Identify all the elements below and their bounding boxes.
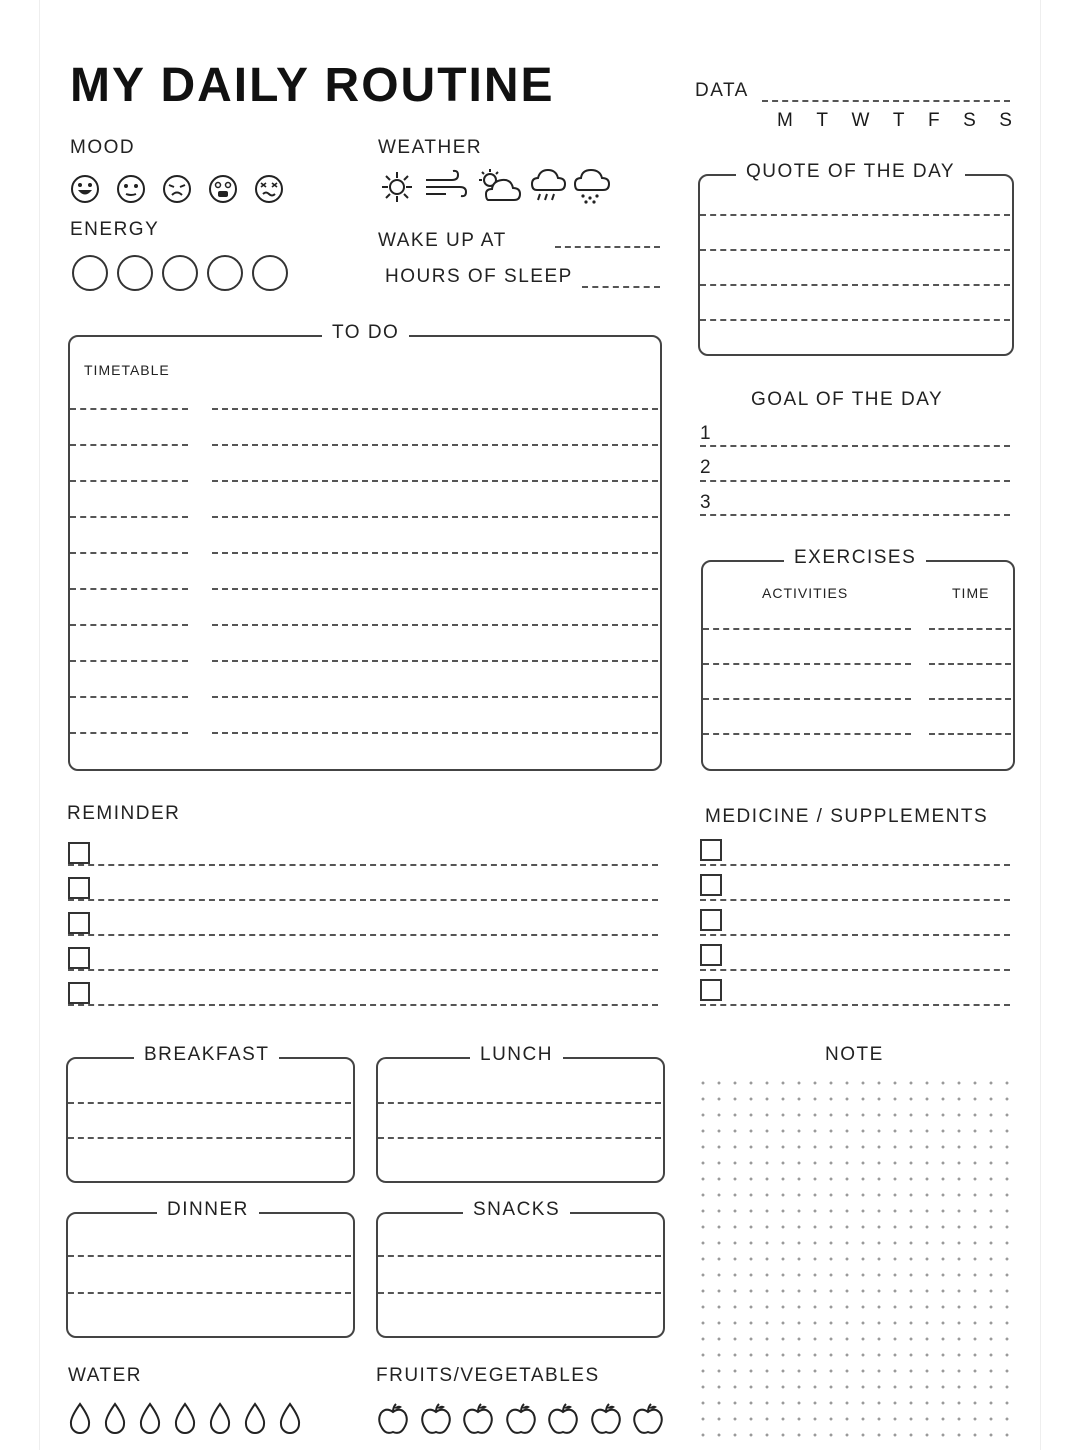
apple-icon[interactable] <box>419 1402 453 1436</box>
todo-task-field[interactable] <box>212 408 658 410</box>
day-thursday[interactable]: T <box>892 110 906 131</box>
weather-label: WEATHER <box>378 137 483 158</box>
dinner-line-2[interactable] <box>68 1292 351 1294</box>
goal-label: GOAL OF THE DAY <box>751 389 944 410</box>
partly-cloudy-icon[interactable] <box>476 168 522 204</box>
todo-task-field[interactable] <box>212 660 658 662</box>
water-drop-icon[interactable] <box>208 1402 232 1434</box>
reminder-checkbox[interactable] <box>68 842 90 864</box>
water-drop-icon[interactable] <box>68 1402 92 1434</box>
energy-level-2[interactable] <box>117 255 153 291</box>
exercise-time-field[interactable] <box>929 663 1011 665</box>
todo-task-field[interactable] <box>212 624 658 626</box>
lunch-label: LUNCH <box>470 1044 563 1066</box>
reminder-label: REMINDER <box>67 803 181 824</box>
snacks-line-2[interactable] <box>378 1292 661 1294</box>
exercise-activity-field[interactable] <box>703 663 911 665</box>
exercise-activity-field[interactable] <box>703 628 911 630</box>
reminder-line[interactable] <box>68 969 658 971</box>
medicine-label: MEDICINE / SUPPLEMENTS <box>705 806 989 827</box>
water-drop-icon[interactable] <box>138 1402 162 1434</box>
energy-label: ENERGY <box>70 219 160 240</box>
sick-face-icon[interactable] <box>254 174 284 204</box>
day-friday[interactable]: F <box>927 110 941 131</box>
exercise-activity-field[interactable] <box>703 698 911 700</box>
reminder-line[interactable] <box>68 1004 658 1006</box>
apple-icon[interactable] <box>631 1402 665 1436</box>
apple-icon[interactable] <box>546 1402 580 1436</box>
medicine-line[interactable] <box>700 934 1010 936</box>
todo-time-field[interactable] <box>70 624 188 626</box>
timetable-label: TIMETABLE <box>84 362 170 378</box>
note-dot-grid[interactable] <box>695 1075 1015 1445</box>
medicine-line[interactable] <box>700 969 1010 971</box>
exercise-time-field[interactable] <box>929 733 1011 735</box>
quote-line-3[interactable] <box>700 284 1010 286</box>
todo-time-field[interactable] <box>70 732 188 734</box>
exercise-time-field[interactable] <box>929 698 1011 700</box>
todo-task-field[interactable] <box>212 588 658 590</box>
todo-time-field[interactable] <box>70 588 188 590</box>
goal-line-1[interactable] <box>700 445 1010 447</box>
reminder-line[interactable] <box>68 934 658 936</box>
reminder-line[interactable] <box>68 899 658 901</box>
water-drop-icon[interactable] <box>278 1402 302 1434</box>
quote-line-2[interactable] <box>700 249 1010 251</box>
water-label: WATER <box>68 1365 142 1386</box>
apple-icon[interactable] <box>504 1402 538 1436</box>
weekday-selector <box>777 110 1013 132</box>
todo-task-field[interactable] <box>212 552 658 554</box>
goal-number-2: 2 <box>700 457 713 478</box>
exercise-time-field[interactable] <box>929 628 1011 630</box>
day-monday[interactable]: M <box>777 110 794 131</box>
fruits-vegetables-label: FRUITS/VEGETABLES <box>376 1365 600 1386</box>
exercises-label: EXERCISES <box>784 547 926 569</box>
page-title: MY DAILY ROUTINE <box>70 59 555 112</box>
snacks-box <box>376 1212 665 1338</box>
date-field[interactable] <box>762 100 1010 102</box>
lunch-box <box>376 1057 665 1183</box>
energy-level-3[interactable] <box>162 255 198 291</box>
note-label: NOTE <box>825 1044 884 1065</box>
breakfast-line-1[interactable] <box>68 1102 351 1104</box>
todo-time-field[interactable] <box>70 696 188 698</box>
medicine-line[interactable] <box>700 1004 1010 1006</box>
todo-time-field[interactable] <box>70 408 188 410</box>
reminder-checkbox[interactable] <box>68 912 90 934</box>
wake-up-field[interactable] <box>555 246 660 248</box>
medicine-line[interactable] <box>700 899 1010 901</box>
mood-label: MOOD <box>70 137 136 158</box>
reminder-checkbox[interactable] <box>68 947 90 969</box>
exercise-activity-field[interactable] <box>703 733 911 735</box>
todo-time-field[interactable] <box>70 660 188 662</box>
snacks-label: SNACKS <box>463 1199 570 1221</box>
lunch-line-2[interactable] <box>378 1137 661 1139</box>
medicine-checkbox[interactable] <box>700 979 722 1001</box>
hours-of-sleep-field[interactable] <box>582 286 660 288</box>
sad-face-icon[interactable] <box>162 174 192 204</box>
reminder-checkbox[interactable] <box>68 877 90 899</box>
snacks-line-1[interactable] <box>378 1255 661 1257</box>
todo-task-field[interactable] <box>212 444 658 446</box>
breakfast-box <box>66 1057 355 1183</box>
quote-line-1[interactable] <box>700 214 1010 216</box>
todo-task-field[interactable] <box>212 516 658 518</box>
todo-time-field[interactable] <box>70 480 188 482</box>
medicine-checkbox[interactable] <box>700 874 722 896</box>
energy-level-4[interactable] <box>207 255 243 291</box>
medicine-checkbox[interactable] <box>700 839 722 861</box>
goal-line-2[interactable] <box>700 480 1010 482</box>
time-column-header: TIME <box>952 585 990 601</box>
todo-task-field[interactable] <box>212 480 658 482</box>
wake-up-label: WAKE UP AT <box>378 230 507 251</box>
planner-page <box>40 0 1040 1450</box>
dinner-box <box>66 1212 355 1338</box>
date-label: DATA <box>695 80 749 101</box>
apple-icon[interactable] <box>376 1402 410 1436</box>
apple-icon[interactable] <box>461 1402 495 1436</box>
todo-time-field[interactable] <box>70 444 188 446</box>
water-drop-icon[interactable] <box>103 1402 127 1434</box>
day-sunday[interactable]: S <box>999 110 1013 131</box>
energy-level-5[interactable] <box>252 255 288 291</box>
goal-number-1: 1 <box>700 423 713 444</box>
activities-column-header: ACTIVITIES <box>762 585 849 601</box>
quote-line-4[interactable] <box>700 319 1010 321</box>
todo-label: TO DO <box>322 322 409 344</box>
quote-label: QUOTE OF THE DAY <box>736 161 965 183</box>
water-drop-icon[interactable] <box>173 1402 197 1434</box>
todo-time-field[interactable] <box>70 552 188 554</box>
medicine-checkbox[interactable] <box>700 944 722 966</box>
neutral-face-icon[interactable] <box>116 174 146 204</box>
sun-icon[interactable] <box>380 170 414 204</box>
dinner-label: DINNER <box>157 1199 259 1221</box>
medicine-checkbox[interactable] <box>700 909 722 931</box>
reminder-checkbox[interactable] <box>68 982 90 1004</box>
goal-number-3: 3 <box>700 492 713 513</box>
medicine-line[interactable] <box>700 864 1010 866</box>
todo-task-field[interactable] <box>212 732 658 734</box>
todo-time-field[interactable] <box>70 516 188 518</box>
shocked-face-icon[interactable] <box>208 174 238 204</box>
energy-level-1[interactable] <box>72 255 108 291</box>
day-saturday[interactable]: S <box>963 110 977 131</box>
day-tuesday[interactable]: T <box>816 110 829 131</box>
reminder-line[interactable] <box>68 864 658 866</box>
lunch-line-1[interactable] <box>378 1102 661 1104</box>
hours-of-sleep-label: HOURS OF SLEEP <box>385 266 573 287</box>
grinning-face-icon[interactable] <box>70 174 100 204</box>
snow-cloud-icon[interactable] <box>572 168 610 206</box>
todo-task-field[interactable] <box>212 696 658 698</box>
dinner-line-1[interactable] <box>68 1255 351 1257</box>
rain-cloud-icon[interactable] <box>530 168 566 206</box>
breakfast-line-2[interactable] <box>68 1137 351 1139</box>
breakfast-label: BREAKFAST <box>134 1044 279 1066</box>
apple-icon[interactable] <box>589 1402 623 1436</box>
wind-icon[interactable] <box>424 170 468 204</box>
day-wednesday[interactable]: W <box>851 110 871 131</box>
quote-box <box>698 174 1014 356</box>
water-drop-icon[interactable] <box>243 1402 267 1434</box>
goal-line-3[interactable] <box>700 514 1010 516</box>
